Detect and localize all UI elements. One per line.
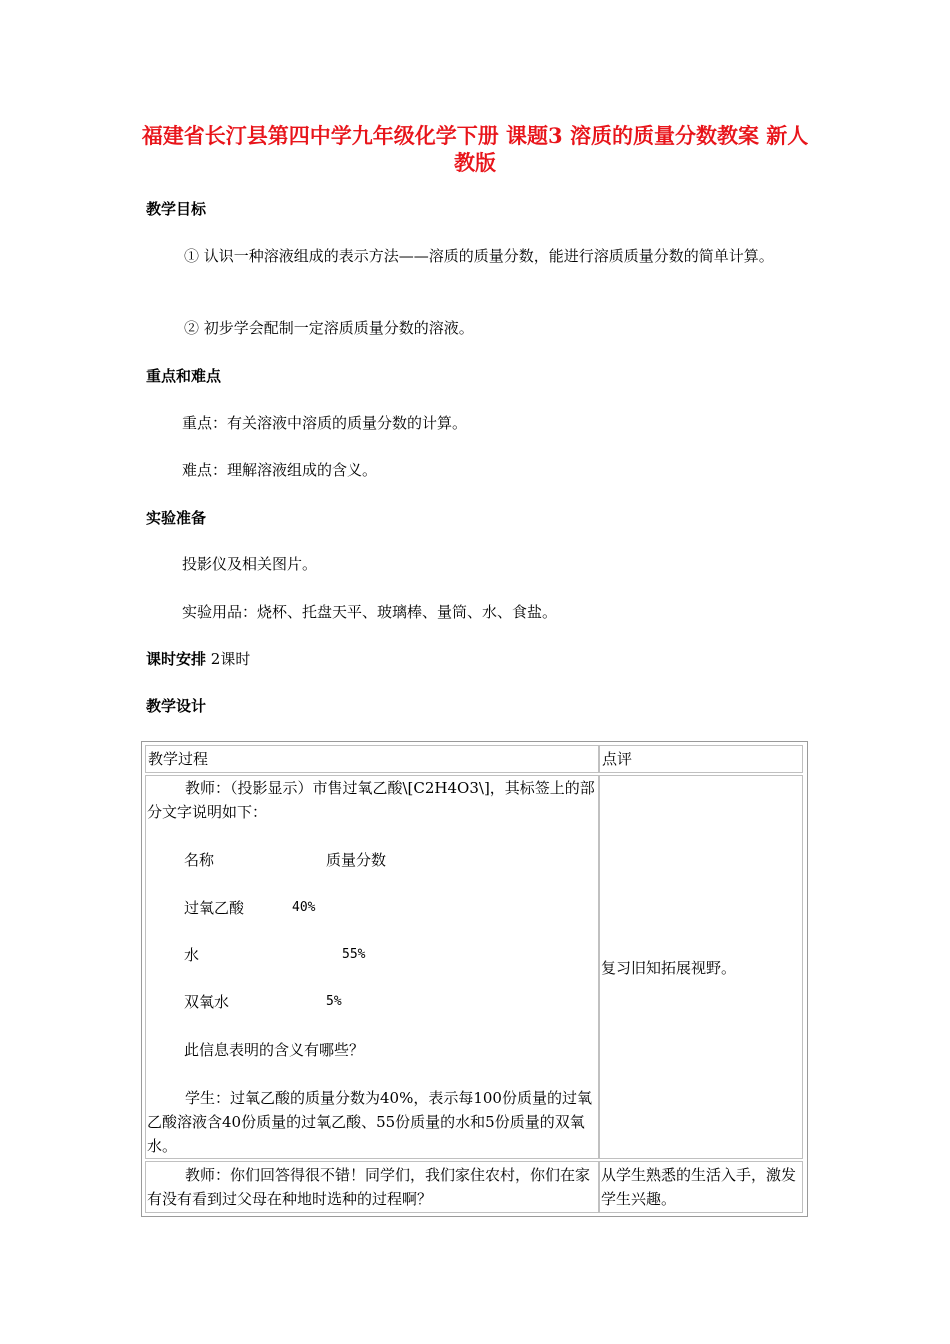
difficult-point: 难点：理解溶液组成的含义。 [182,461,378,479]
header-process-cell [145,745,599,773]
prep-item-2: 实验用品：烧杯、托盘天平、玻璃棒、量筒、水、食盐。 [182,603,558,621]
header-comment-cell [599,745,803,773]
label-fraction: 质量分数 [326,851,387,869]
item-name-3: 双氧水 [184,993,230,1011]
objective-2: ② 初步学会配制一定溶质质量分数的溶液。 [184,319,474,337]
key-point: 重点：有关溶液中溶质的质量分数的计算。 [182,414,468,432]
item-value-3: 5% [326,994,342,1009]
row1-comment: 复习旧知拓展视野。 [601,959,737,977]
header-process: 教学过程 [148,750,209,768]
item-name-2: 水 [184,946,200,964]
row2-comment: 从学生熟悉的生活入手，激发学生兴趣。 [601,1166,797,1208]
item-value-2: 55% [342,947,366,962]
row2-teacher: 教师：你们回答得很不错！同学们，我们家住农村，你们在家有没有看到过父母在种地时选种的过程啊？ [147,1166,591,1208]
row2-comment-cell [599,1161,803,1213]
key-difficult-heading: 重点和难点 [146,367,222,385]
row1-student-answer: 学生：过氧乙酸的质量分数为40%，表示每100份质量的过氧乙酸溶液含40份质量的过氧乙酸、55份质量的水和5份质量的双氧水。 [147,1089,592,1155]
schedule-value: 2课时 [210,650,251,668]
row1-question: 此信息表明的含义有哪些？ [184,1041,365,1059]
item-name-1: 过氧乙酸 [184,899,245,917]
schedule-line [146,647,808,671]
document-title: 福建省长汀县第四中学九年级化学下册 课题3 溶质的质量分数教案 新人教版 [141,123,809,175]
row1-process-cell [145,775,599,1159]
item-value-1: 40% [292,900,316,915]
objectives-heading: 教学目标 [146,200,207,218]
row1-teacher-intro: 教师：（投影显示）市售过氧乙酸\[C2H4O3\]，其标签上的部分文字说明如下： [147,779,595,821]
row2-process-cell [145,1161,599,1213]
prep-heading: 实验准备 [146,509,207,527]
row1-comment-cell [599,775,803,1159]
design-heading: 教学设计 [146,697,207,715]
prep-item-1: 投影仪及相关图片。 [182,555,318,573]
objective-1: ① 认识一种溶液组成的表示方法——溶质的质量分数，能进行溶质质量分数的简单计算。 [184,247,774,265]
teaching-design-table [141,741,808,1217]
label-name: 名称 [184,851,215,869]
header-comment: 点评 [602,750,633,768]
schedule-heading: 课时安排 [146,650,207,668]
